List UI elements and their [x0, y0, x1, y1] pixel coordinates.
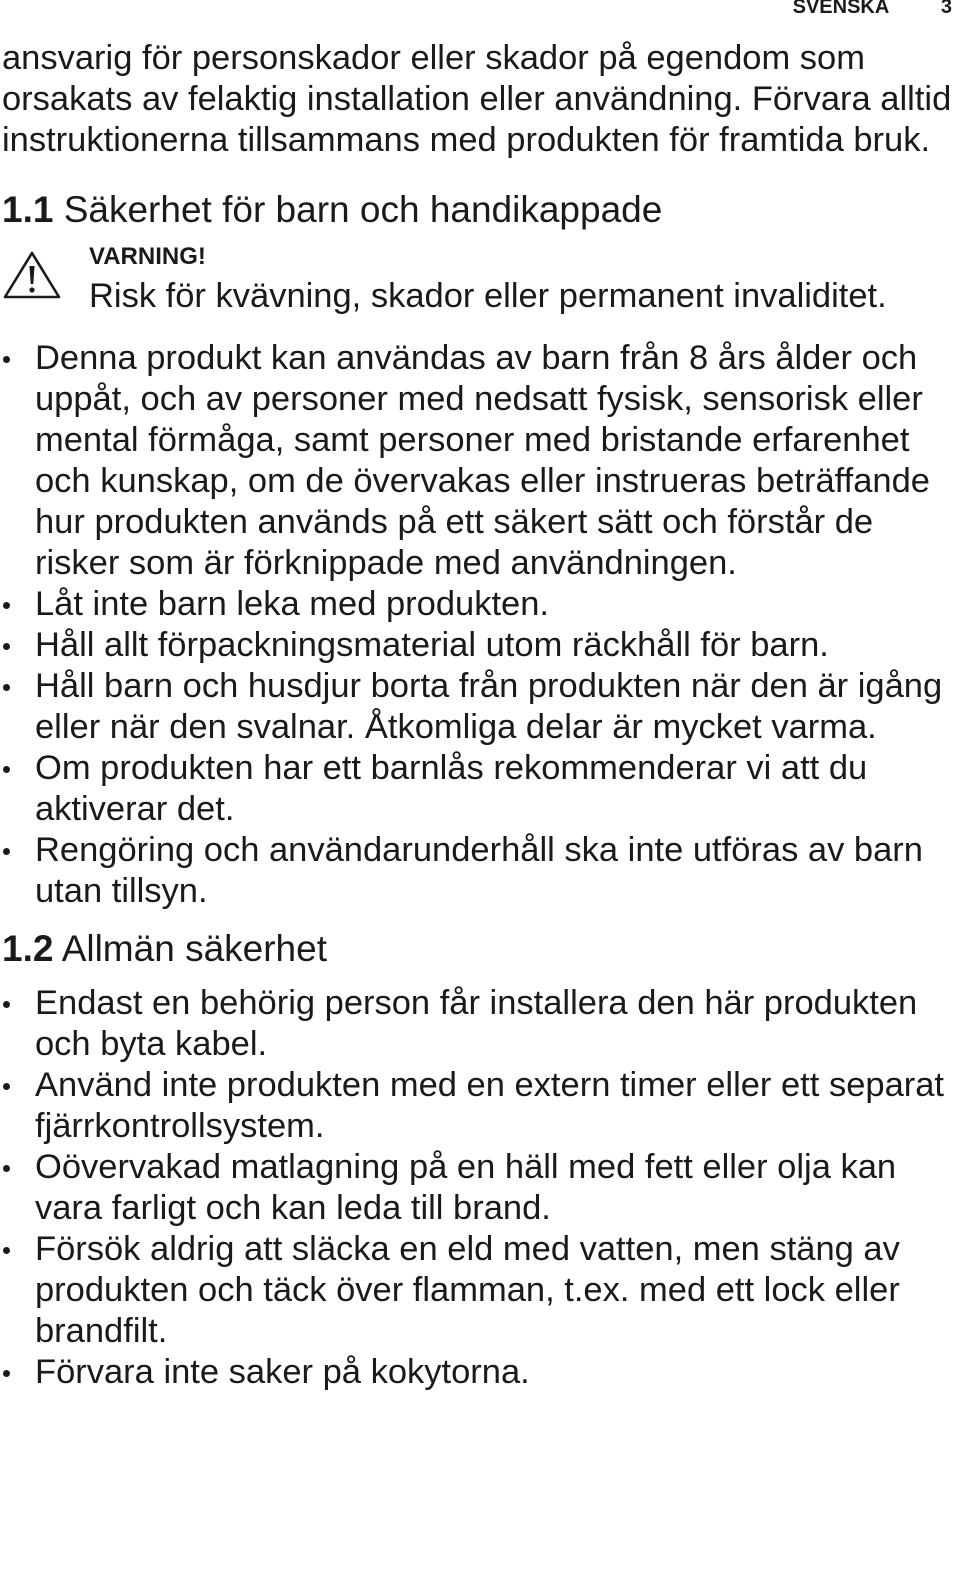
page-header [793, 0, 952, 19]
list-item: Håll barn och husdjur borta från produkten när den är igång eller när den svalnar. Åtkomliga delar är mycket varma. [2, 666, 952, 748]
list-item: Denna produkt kan användas av barn från 8 års ålder och uppåt, och av personer med nedsatt fysisk, sensorisk eller mental förmåga, samt personer med bristande erfarenhet och kunskap, om de övervakas eller instrueras beträffande hur produkten används på ett säkert sätt och förstår de risker som är förknippade med användningen. [2, 338, 952, 584]
section-title: Säkerhet för barn och handikappade [63, 189, 663, 230]
warning-triangle-icon [2, 250, 62, 300]
list-item: Förvara inte saker på kokytorna. [2, 1352, 952, 1393]
list-item: Oövervakad matlagning på en häll med fett eller olja kan vara farligt och kan leda till brand. [2, 1147, 952, 1229]
page-number: 3 [940, 0, 952, 18]
list-item: Endast en behörig person får installera den här produkten och byta kabel. [2, 983, 952, 1065]
section-heading-1-2 [2, 927, 952, 971]
list-item: Om produkten har ett barnlås rekommenderar vi att du aktiverar det. [2, 748, 952, 830]
safety-list-general [2, 983, 952, 1393]
list-item: Använd inte produkten med en extern timer eller ett separat fjärrkontrollsystem. [2, 1065, 952, 1147]
section-heading-1-1 [2, 188, 952, 232]
document-body [2, 38, 952, 1393]
list-item: Håll allt förpackningsmaterial utom räckhåll för barn. [2, 625, 952, 666]
section-title: Allmän säkerhet [61, 928, 327, 969]
language-label: SVENSKA [792, 0, 890, 18]
warning-text: Risk för kvävning, skador eller permanent invaliditet. [89, 277, 887, 315]
intro-paragraph: ansvarig för personskador eller skador på egendom som orsakats av felaktig installation eller användning. Förvara alltid instruktionerna tillsammans med produkten för framtida bruk. [2, 39, 952, 159]
list-item: Försök aldrig att släcka en eld med vatten, men stäng av produkten och täck över flamman, t.ex. med ett lock eller brandfilt. [2, 1229, 952, 1352]
list-item: Rengöring och användarunderhåll ska inte utföras av barn utan tillsyn. [2, 830, 952, 912]
section-number: 1.1 [2, 189, 54, 230]
list-item: Låt inte barn leka med produkten. [2, 584, 952, 625]
warning-box [2, 244, 952, 316]
safety-list-children [2, 338, 952, 912]
warning-title: VARNING! [89, 243, 206, 270]
section-number: 1.2 [2, 928, 54, 969]
